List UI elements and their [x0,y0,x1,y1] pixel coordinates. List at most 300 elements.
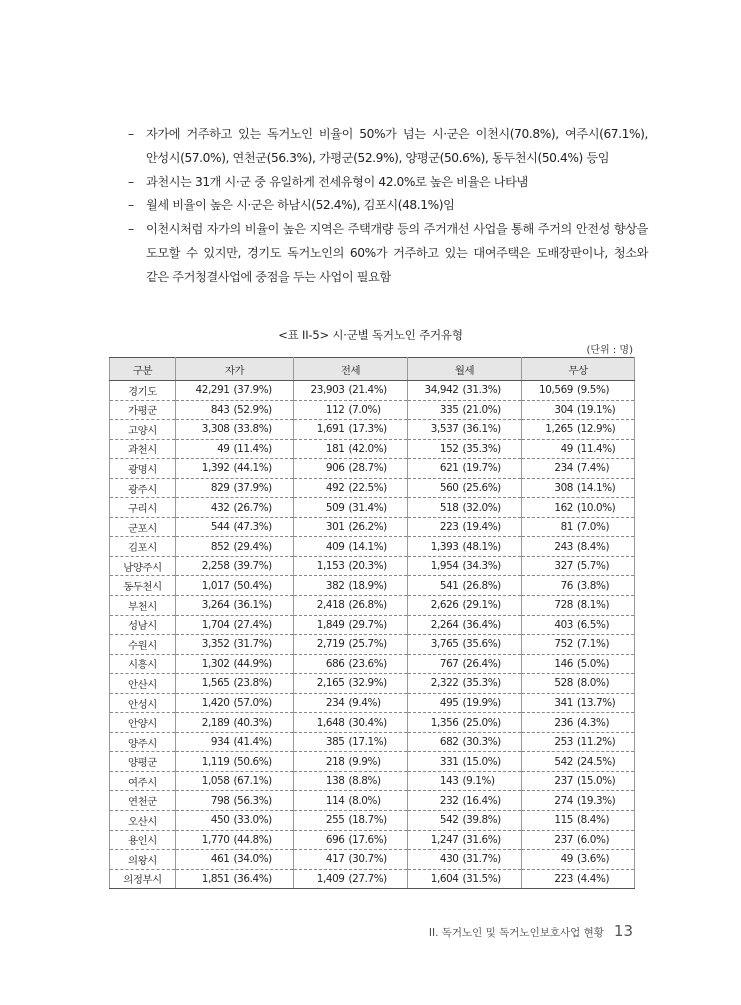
count-value: 686 [325,657,345,670]
count-value: 327 [554,560,573,573]
value-cell [294,400,408,420]
value-cell [522,850,635,870]
count-value: 218 [325,755,345,768]
count-value: 542 [439,814,459,827]
count-value: 2,719 [316,638,345,651]
value-cell [294,420,408,440]
count-value: 23,903 [310,384,345,397]
value-cell [408,713,522,733]
value-cell [176,850,294,870]
count-value: 76 [560,579,573,592]
percent-value: (26.7%) [233,501,272,514]
percent-value: (31.4%) [348,501,387,514]
value-cell [176,517,294,537]
percent-value: (9.9%) [348,755,381,768]
count-value: 495 [439,697,459,710]
header-jeonse: 전세 [294,358,408,381]
percent-value: (6.0%) [577,833,610,846]
count-value: 934 [210,736,230,749]
percent-value: (36.4%) [233,872,272,885]
percent-value: (31.3%) [462,384,501,397]
percent-value: (8.8%) [348,775,381,788]
table-row [110,556,635,576]
value-cell [294,752,408,772]
value-cell [522,459,635,479]
count-value: 621 [439,462,459,475]
percent-value: (44.1%) [233,462,272,475]
count-value: 409 [325,540,345,553]
value-cell [408,615,522,635]
value-cell [408,732,522,752]
count-value: 403 [554,618,573,631]
value-cell [408,771,522,791]
value-cell [522,811,635,831]
percent-value: (21.0%) [462,403,501,416]
region-cell: 구리시 [110,498,176,518]
bullet-item: – 자가에 거주하고 있는 독거노인 비율이 50%가 넘는 시·군은 이천시(70.8%), 여주시(67.1%),안성시(57.0%), 연천군(56.3%), 가평군(52.9%), 양평군(50.6%), 동두천시(50.4%) 등임 [128,123,648,171]
value-cell [408,420,522,440]
count-value: 243 [554,540,573,553]
value-cell [294,771,408,791]
housing-type-table [109,357,635,889]
percent-value: (21.4%) [348,384,387,397]
count-value: 518 [439,501,459,514]
value-cell [408,869,522,889]
value-cell [408,537,522,557]
count-value: 234 [554,462,573,475]
count-value: 2,165 [316,677,345,690]
percent-value: (32.0%) [462,501,501,514]
region-cell: 시흥시 [110,654,176,674]
value-cell [294,869,408,889]
percent-value: (4.4%) [577,872,610,885]
count-value: 341 [554,697,573,710]
table-row [110,654,635,674]
value-cell [176,498,294,518]
count-value: 2,418 [316,599,345,612]
region-cell: 안양시 [110,713,176,733]
count-value: 728 [554,599,573,612]
percent-value: (57.0%) [233,697,272,710]
percent-value: (30.3%) [462,736,501,749]
table-row [110,498,635,518]
count-value: 509 [325,501,345,514]
value-cell [522,556,635,576]
value-cell [522,537,635,557]
count-value: 335 [439,403,459,416]
count-value: 1,119 [201,755,230,768]
percent-value: (20.3%) [348,560,387,573]
percent-value: (34.0%) [233,853,272,866]
count-value: 430 [439,853,459,866]
count-value: 49 [560,853,573,866]
percent-value: (31.7%) [462,853,501,866]
header-owned: 자가 [176,358,294,381]
count-value: 1,849 [316,618,345,631]
value-cell [522,713,635,733]
percent-value: (15.0%) [577,775,616,788]
value-cell [408,693,522,713]
value-cell [176,654,294,674]
count-value: 696 [325,833,345,846]
count-value: 492 [325,482,345,494]
value-cell [176,420,294,440]
value-cell [176,400,294,420]
value-cell [522,732,635,752]
table-row [110,439,635,459]
value-cell [176,556,294,576]
value-cell [294,498,408,518]
percent-value: (5.0%) [577,657,610,670]
region-cell: 군포시 [110,517,176,537]
value-cell [294,381,408,401]
value-cell [522,596,635,616]
region-cell: 성남시 [110,615,176,635]
count-value: 1,565 [201,677,230,690]
percent-value: (47.3%) [233,521,272,534]
percent-value: (7.0%) [577,521,610,534]
percent-value: (19.9%) [462,697,501,710]
value-cell [294,537,408,557]
value-cell [176,576,294,596]
table-row [110,537,635,557]
value-cell [522,693,635,713]
percent-value: (29.7%) [348,618,387,631]
percent-value: (25.7%) [348,638,387,651]
percent-value: (9.4%) [348,697,381,710]
count-value: 1,691 [316,423,345,436]
percent-value: (26.2%) [348,521,387,534]
count-value: 461 [210,853,230,866]
percent-value: (17.3%) [348,423,387,436]
value-cell [176,732,294,752]
value-cell [522,674,635,694]
table-row [110,420,635,440]
count-value: 1,604 [430,872,459,885]
page-footer [429,922,633,940]
region-cell: 용인시 [110,830,176,850]
table-row [110,674,635,694]
region-cell: 양주시 [110,732,176,752]
value-cell [294,713,408,733]
value-cell [522,791,635,811]
table-row [110,517,635,537]
region-cell: 수원시 [110,635,176,655]
count-value: 1,265 [545,423,573,436]
percent-value: (36.1%) [233,599,272,612]
count-value: 852 [210,540,230,553]
percent-value: (31.7%) [233,638,272,651]
percent-value: (19.3%) [577,794,616,807]
value-cell [408,752,522,772]
count-value: 829 [210,482,230,494]
table-row [110,615,635,635]
value-cell [294,576,408,596]
table-body [110,381,635,889]
count-value: 1,770 [201,833,230,846]
count-value: 417 [325,853,345,866]
value-cell [408,439,522,459]
percent-value: (29.4%) [233,540,272,553]
bullet-item: – 월세 비율이 높은 시·군은 하남시(52.4%), 김포시(48.1%)임 [128,194,648,218]
percent-value: (18.9%) [348,579,387,592]
value-cell [176,713,294,733]
percent-value: (23.6%) [348,657,387,670]
value-cell [522,830,635,850]
count-value: 682 [439,736,459,749]
value-cell [522,439,635,459]
region-cell: 안성시 [110,693,176,713]
count-value: 1,153 [316,560,345,573]
value-cell [522,615,635,635]
value-cell [408,674,522,694]
count-value: 81 [560,521,573,534]
footer-section-title: II. 독거노인 및 독거노인보호사업 현황 [428,927,604,939]
count-value: 1,356 [430,716,459,729]
value-cell [294,517,408,537]
value-cell [176,635,294,655]
count-value: 798 [210,794,230,807]
value-cell [522,400,635,420]
percent-value: (41.4%) [233,736,272,749]
region-cell: 오산시 [110,811,176,831]
count-value: 3,765 [430,638,459,651]
percent-value: (11.2%) [577,736,616,749]
value-cell [522,381,635,401]
count-value: 2,258 [201,560,230,573]
count-value: 308 [554,482,573,494]
table-row [110,830,635,850]
percent-value: (27.4%) [233,618,272,631]
count-value: 232 [439,794,459,807]
value-cell [176,693,294,713]
count-value: 255 [325,814,345,827]
region-cell: 의정부시 [110,869,176,889]
percent-value: (19.7%) [462,462,501,475]
percent-value: (35.6%) [462,638,501,651]
region-cell: 연천군 [110,791,176,811]
value-cell [294,693,408,713]
table-row [110,752,635,772]
count-value: 1,017 [201,579,230,592]
count-value: 752 [554,638,573,651]
bullet-item: – 이천시처럼 자가의 비율이 높은 지역은 주택개량 등의 주거개선 사업을 통해 주거의 안전성 향상을 도모할 수 있지만, 경기도 독거노인의 60%가 거주하고 있는 대여주택은 도배장판이나, 청소와 같은 주거청결사업에 중점을 두는 사업이 필요함 [128,218,648,289]
count-value: 1,302 [201,657,230,670]
percent-value: (50.6%) [233,755,272,768]
percent-value: (25.0%) [462,716,501,729]
header-free: 무상 [522,358,635,381]
table-header-row [110,358,635,381]
percent-value: (8.0%) [577,677,610,690]
percent-value: (15.0%) [462,755,501,768]
region-cell: 동두천시 [110,576,176,596]
value-cell [408,830,522,850]
value-cell [408,517,522,537]
value-cell [408,791,522,811]
value-cell [176,791,294,811]
percent-value: (24.5%) [577,755,616,768]
value-cell [408,400,522,420]
percent-value: (18.7%) [348,814,387,827]
value-cell [294,459,408,479]
count-value: 234 [325,697,345,710]
value-cell [294,850,408,870]
value-cell [408,596,522,616]
region-cell: 안산시 [110,674,176,694]
value-cell [294,830,408,850]
percent-value: (8.4%) [577,814,610,827]
table-row [110,693,635,713]
percent-value: (8.0%) [348,794,381,807]
count-value: 236 [554,716,573,729]
value-cell [176,439,294,459]
percent-value: (9.5%) [577,384,610,397]
value-cell [176,381,294,401]
value-cell [176,830,294,850]
table-row [110,869,635,889]
value-cell [408,576,522,596]
value-cell [408,459,522,479]
count-value: 152 [439,442,459,455]
value-cell [294,791,408,811]
count-value: 3,264 [201,599,230,612]
value-cell [408,381,522,401]
bullet-item: – 과천시는 31개 시·군 중 유일하게 전세유형이 42.0%로 높은 비율은 나타냄 [128,171,648,195]
value-cell [522,576,635,596]
percent-value: (50.4%) [233,579,272,592]
count-value: 560 [439,482,459,494]
count-value: 49 [217,442,230,455]
count-value: 162 [554,501,573,514]
percent-value: (22.5%) [348,482,387,494]
table-caption: <표 II-5> 시·군별 독거노인 주거유형 [278,328,463,342]
value-cell [408,654,522,674]
percent-value: (8.4%) [577,540,610,553]
percent-value: (7.4%) [577,462,610,475]
count-value: 34,942 [424,384,459,397]
value-cell [176,537,294,557]
percent-value: (37.9%) [233,482,272,494]
region-cell: 남양주시 [110,556,176,576]
percent-value: (39.7%) [233,560,272,573]
value-cell [294,596,408,616]
count-value: 906 [325,462,345,475]
value-cell [522,517,635,537]
count-value: 237 [554,775,573,788]
table-row [110,635,635,655]
percent-value: (5.7%) [577,560,610,573]
value-cell [408,498,522,518]
count-value: 1,393 [430,540,459,553]
value-cell [408,635,522,655]
count-value: 138 [325,775,345,788]
percent-value: (39.8%) [462,814,501,827]
count-value: 114 [325,794,345,807]
value-cell [176,596,294,616]
percent-value: (14.1%) [348,540,387,553]
count-value: 843 [210,403,230,416]
count-value: 541 [439,579,459,592]
percent-value: (7.1%) [577,638,610,651]
count-value: 49 [560,442,573,455]
table-row [110,850,635,870]
value-cell [522,420,635,440]
value-cell [176,615,294,635]
table-row [110,596,635,616]
value-cell [408,811,522,831]
count-value: 385 [325,736,345,749]
percent-value: (10.0%) [577,501,616,514]
table-row [110,713,635,733]
count-value: 3,537 [430,423,459,436]
region-cell: 김포시 [110,537,176,557]
percent-value: (7.0%) [348,403,381,416]
percent-value: (26.4%) [462,657,501,670]
percent-value: (40.3%) [233,716,272,729]
count-value: 1,247 [430,833,459,846]
value-cell [408,478,522,498]
region-cell: 광명시 [110,459,176,479]
count-value: 528 [554,677,573,690]
count-value: 767 [439,657,459,670]
table-row [110,811,635,831]
value-cell [294,635,408,655]
table-row [110,771,635,791]
count-value: 3,308 [201,423,230,436]
percent-value: (29.1%) [462,599,501,612]
percent-value: (44.8%) [233,833,272,846]
percent-value: (3.6%) [577,853,610,866]
percent-value: (52.9%) [233,403,272,416]
percent-value: (27.7%) [348,872,387,885]
percent-value: (33.8%) [233,423,272,436]
count-value: 432 [210,501,230,514]
table-unit: (단위 : 명) [586,345,633,356]
table-row [110,478,635,498]
table-row [110,791,635,811]
percent-value: (33.0%) [233,814,272,827]
percent-value: (17.6%) [348,833,387,846]
bullet-list [128,123,648,290]
percent-value: (11.4%) [233,442,272,455]
percent-value: (37.9%) [233,384,272,397]
region-cell: 부천시 [110,596,176,616]
percent-value: (26.8%) [462,579,501,592]
percent-value: (19.4%) [462,521,501,534]
count-value: 10,569 [539,384,573,397]
value-cell [408,850,522,870]
count-value: 237 [554,833,573,846]
count-value: 2,322 [430,677,459,690]
region-cell: 의왕시 [110,850,176,870]
value-cell [176,674,294,694]
percent-value: (3.8%) [577,579,610,592]
value-cell [294,811,408,831]
table-row [110,732,635,752]
percent-value: (17.1%) [348,736,387,749]
region-cell: 양평군 [110,752,176,772]
count-value: 301 [325,521,345,534]
percent-value: (44.9%) [233,657,272,670]
header-monthly-rent: 월세 [408,358,522,381]
count-value: 1,648 [316,716,345,729]
percent-value: (35.3%) [462,677,501,690]
percent-value: (67.1%) [233,775,272,788]
percent-value: (31.6%) [462,833,501,846]
percent-value: (6.5%) [577,618,610,631]
region-cell: 고양시 [110,420,176,440]
value-cell [522,478,635,498]
